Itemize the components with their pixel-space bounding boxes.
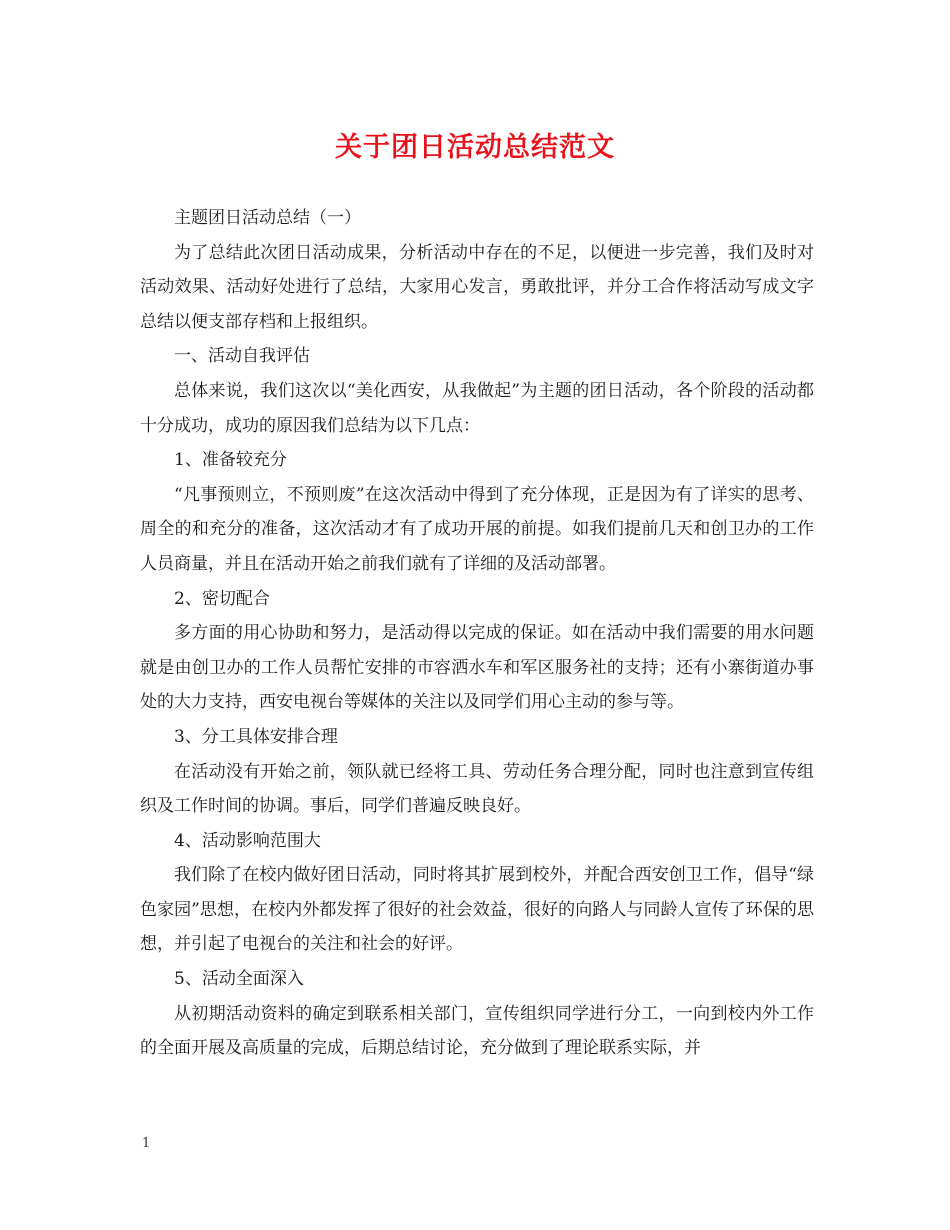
paragraph: “凡事预则立，不预则废”在这次活动中得到了充分体现，正是因为有了详实的思考、周全的和充分的准备，这次活动才有了成功开展的前提。如我们提前几天和创卫办的工作人员商量，并且在活动开始之前我们就有了详细的及活动部署。 (140, 484, 814, 574)
section-heading: 一、活动自我评估 (174, 346, 310, 367)
section-heading: 2、密切配合 (174, 588, 270, 609)
document-title: 关于团日活动总结范文 (335, 132, 615, 163)
page-number: 1 (142, 1136, 151, 1151)
section-heading: 1、准备较充分 (174, 450, 287, 471)
paragraph: 多方面的用心协助和努力，是活动得以完成的保证。如在活动中我们需要的用水问题就是由创卫办的工作人员帮忙安排的市容洒水车和军区服务社的支持；还有小寨街道办事处的大力支持，西安电视台等媒体的关注以及同学们用心主动的参与等。 (140, 623, 814, 713)
document-body (140, 201, 814, 1066)
paragraph: 为了总结此次团日活动成果，分析活动中存在的不足，以便进一步完善，我们及时对活动效果、活动好处进行了总结，大家用心发言，勇敢批评，并分工合作将活动写成文字总结以便支部存档和上报组织。 (140, 242, 814, 332)
paragraph: 从初期活动资料的确定到联系相关部门，宣传组织同学进行分工，一向到校内外工作的全面开展及高质量的完成，后期总结讨论，充分做到了理论联系实际，并 (140, 1003, 814, 1059)
paragraph: 主题团日活动总结（一） (174, 208, 361, 228)
paragraph: 总体来说，我们这次以“美化西安，从我做起”为主题的团日活动，各个阶段的活动都十分成功，成功的原因我们总结为以下几点： (140, 380, 814, 436)
section-heading: 5、活动全面深入 (174, 969, 304, 990)
section-heading: 4、活动影响范围大 (174, 830, 321, 851)
paragraph: 我们除了在校内做好团日活动，同时将其扩展到校外，并配合西安创卫工作，倡导“绿色家园”思想，在校内外都发挥了很好的社会效益，很好的向路人与同龄人宣传了环保的思想，并引起了电视台的关注和社会的好评。 (140, 865, 814, 955)
paragraph: 在活动没有开始之前，领队就已经将工具、劳动任务合理分配，同时也注意到宣传组织及工作时间的协调。事后，同学们普遍反映良好。 (140, 761, 814, 817)
section-heading: 3、分工具体安排合理 (174, 726, 338, 747)
